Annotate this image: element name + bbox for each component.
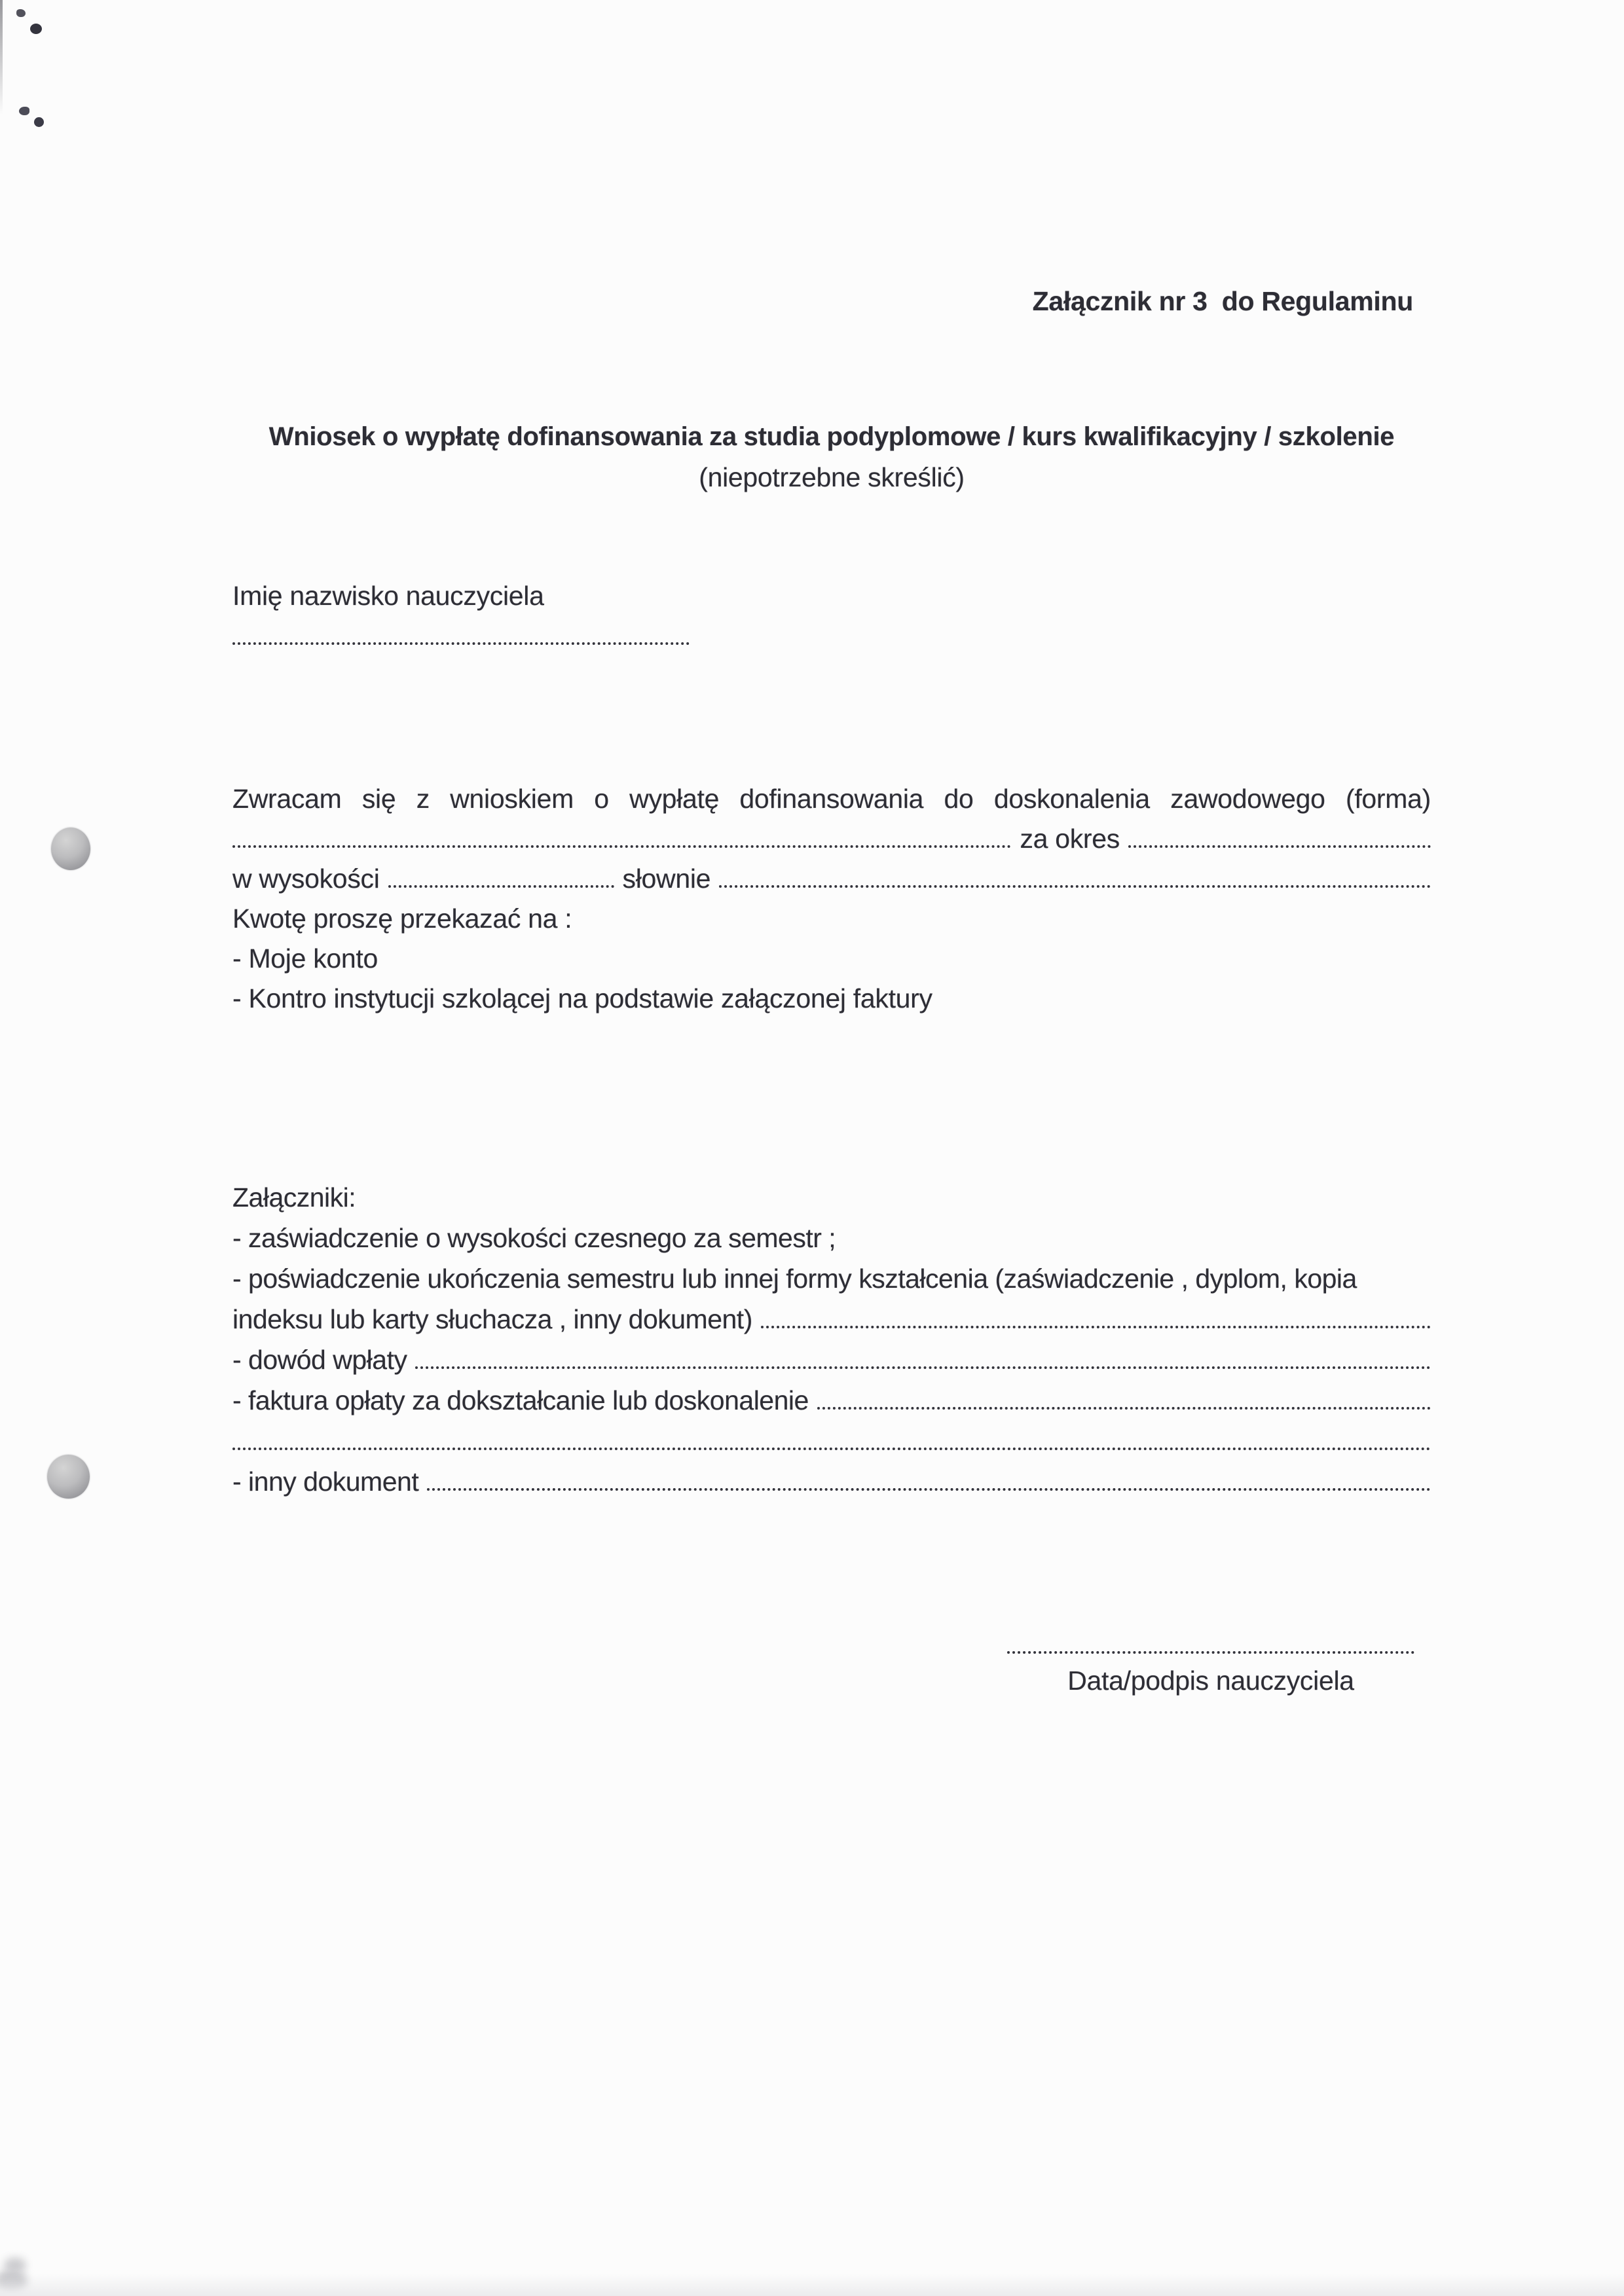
dotted-fill-line <box>817 1404 1431 1410</box>
signature-field <box>1007 1625 1414 1665</box>
amount-words-label: słownie <box>622 864 711 894</box>
attachment-item-other-document <box>232 1461 1431 1502</box>
dotted-fill-line <box>427 1485 1431 1491</box>
dotted-fill-line <box>232 639 690 645</box>
dotted-fill-line <box>761 1322 1431 1328</box>
dotted-fill-line <box>415 1363 1431 1369</box>
attachment-item-text: - dowód wpłaty <box>232 1345 407 1375</box>
request-section <box>232 779 1431 1019</box>
amount-line <box>232 859 1431 899</box>
dotted-fill-line <box>232 842 1011 848</box>
scan-edge-shadow <box>0 0 3 115</box>
signature-section <box>1007 1625 1414 1701</box>
attachment-item-payment-proof <box>232 1339 1431 1380</box>
dotted-fill-line <box>388 882 614 888</box>
za-okres-label: za okres <box>1020 824 1120 854</box>
ink-speck <box>16 9 26 17</box>
hole-punch-mark <box>47 1455 90 1499</box>
scan-edge-shadow <box>0 2274 1624 2296</box>
dotted-fill-line <box>719 882 1431 888</box>
attachment-item-semester-completion-line1: - poświadczenie ukończenia semestru lub innej formy kształcenia (zaświadczenie , dyplom, kopia <box>232 1264 1357 1294</box>
attachment-item-invoice <box>232 1380 1431 1421</box>
request-form-and-period-line <box>232 819 1431 859</box>
ink-speck <box>34 117 44 127</box>
attachment-extra-dotted-line <box>232 1421 1431 1461</box>
attachment-item-text: indeksu lub karty słuchacza , inny dokument) <box>232 1304 752 1334</box>
transfer-instruction-label: Kwotę proszę przekazać na : <box>232 903 572 934</box>
signature-label: Data/podpis nauczyciela <box>1067 1666 1354 1696</box>
transfer-option-institution: - Kontro instytucji szkolącej na podstawie załączonej faktury <box>232 983 932 1013</box>
attachment-item-semester-completion-line2 <box>232 1299 1431 1339</box>
hole-punch-mark <box>51 828 90 870</box>
request-intro-line: Zwracam się z wnioskiem o wypłatę dofinansowania do doskonalenia zawodowego (forma) <box>232 784 1431 814</box>
amount-label: w wysokości <box>232 864 380 894</box>
attachment-item-text: - faktura opłaty za dokształcanie lub doskonalenie <box>232 1385 809 1415</box>
attachments-section <box>232 1177 1431 1502</box>
ink-speck <box>19 107 29 115</box>
teacher-name-field <box>232 616 1431 656</box>
attachment-number-header: Załącznik nr 3 do Regulaminu <box>1032 286 1413 316</box>
ink-speck <box>30 24 42 34</box>
attachment-item-tuition-certificate: - zaświadczenie o wysokości czesnego za semestr ; <box>232 1223 836 1253</box>
dotted-fill-line <box>232 1444 1431 1450</box>
attachment-item-text: - inny dokument <box>232 1467 419 1497</box>
teacher-name-section <box>232 576 1431 656</box>
transfer-option-my-account: - Moje konto <box>232 943 378 974</box>
attachments-heading: Załączniki: <box>232 1182 356 1212</box>
form-subtitle: (niepotrzebne skreślić) <box>699 462 965 492</box>
teacher-name-label: Imię nazwisko nauczyciela <box>232 581 544 611</box>
dotted-fill-line <box>1128 842 1431 848</box>
form-title: Wniosek o wypłatę dofinansowania za studia podyplomowe / kurs kwalifikacyjny / szkolenie <box>268 422 1395 451</box>
dotted-fill-line <box>1007 1648 1414 1654</box>
form-title-block <box>203 416 1460 498</box>
